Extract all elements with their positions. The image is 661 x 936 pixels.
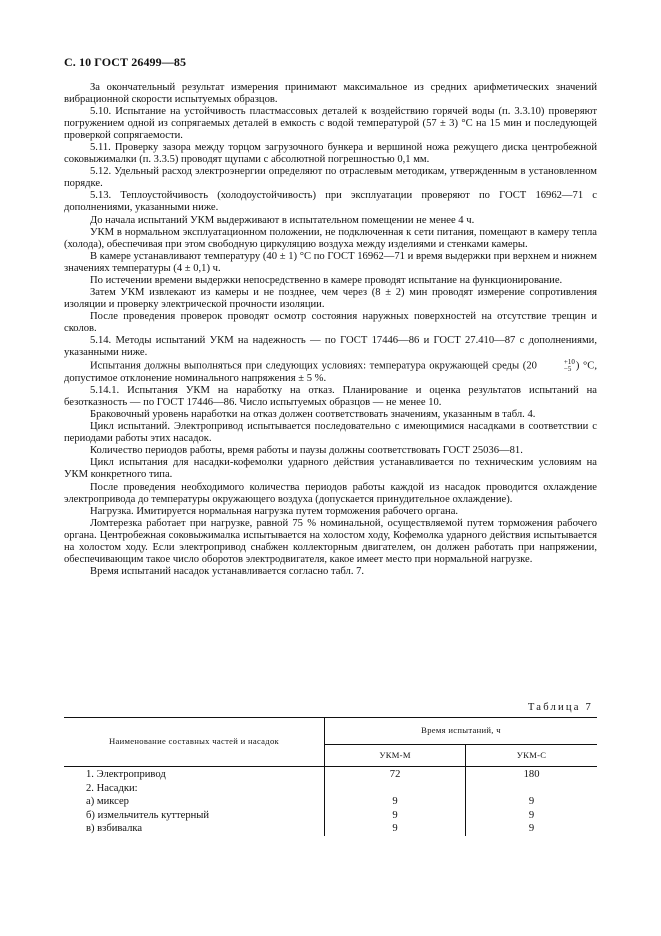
table-row [64, 767, 597, 782]
table-row [64, 822, 597, 836]
paragraph: Затем УКМ извлекают из камеры и не позднее, чем через (8 ± 2) мин проводят измерение сопротивления изоляции и проверку электрической прочности изоляции. [64, 286, 597, 310]
page-header: С. 10 ГОСТ 26499—85 [64, 55, 187, 69]
tolerance-fraction [538, 359, 575, 373]
paragraph: 5.14. Методы испытаний УКМ на надежность — по ГОСТ 17446—86 и ГОСТ 27.410—87 с дополнениями, указанными ниже. [64, 334, 597, 359]
row-value-ukm-s: 9 [528, 823, 535, 834]
row-name: а) миксер [64, 795, 325, 809]
row-value-ukm-s [466, 782, 597, 796]
row-name: б) измельчитель куттерный [64, 809, 325, 823]
paragraph: Нагрузка. Имитируется нормальная нагрузка путем торможения рабочего органа. [90, 505, 459, 517]
paragraph: Время испытаний насадок устанавливается согласно табл. 7. [90, 565, 365, 577]
paragraph: По истечении времени выдержки непосредственно в камере проводят испытание на функционирование. [90, 274, 563, 286]
column-header-ukm-m: УКМ-М [325, 745, 466, 767]
paragraph: За окончательный результат измерения принимают максимальное из средних арифметических значений вибрационной скорости испытуемых образцов. [64, 82, 597, 106]
paragraph: Браковочный уровень наработки на отказ должен соответствовать значениям, указанным в табл. 4. [90, 409, 536, 421]
paragraph: До начала испытаний УКМ выдерживают в испытательном помещении не менее 4 ч. [90, 214, 475, 226]
table-7 [64, 717, 597, 836]
row-value-ukm-m: 9 [325, 809, 466, 823]
table-row [64, 782, 597, 796]
column-header-ukm-s: УКМ-С [466, 745, 597, 767]
row-value-ukm-s: 180 [523, 769, 540, 780]
row-name: 1. Электропривод [64, 767, 325, 782]
paragraph: 5.12. Удельный расход электроэнергии определяют по отраслевым методикам, утвержденным в установленном порядке. [64, 166, 597, 190]
paragraph: Цикл испытания для насадки-кофемолки ударного действия устанавливается по техническим условиям на УКМ конкретного типа. [64, 457, 597, 481]
row-value-ukm-m: 72 [325, 767, 466, 782]
paragraph: 5.13. Теплоустойчивость (холодоустойчивость) при эксплуатации проверяют по ГОСТ 16962—71 с дополнениями, указанными ниже. [64, 190, 597, 214]
temperature-text-start: Испытания должны выполняться при следующих условиях: температура окружающей среды (20 [90, 360, 537, 372]
paragraph: УКМ в нормальном эксплуатационном положении, не подключенная к сети питания, помещают в камеру тепла (холода), обеспечивая при этом свободную циркуляцию воздуха между изделиями и стенками камеры. [64, 226, 597, 250]
paragraph: В камере устанавливают температуру (40 ± 1) °С по ГОСТ 16962—71 и время выдержки при верхнем и нижнем значениях температуры (4 ± 0,1) ч. [64, 250, 597, 274]
row-value-ukm-m: 9 [325, 822, 466, 836]
table-row [64, 809, 597, 823]
paragraph: 5.10. Испытание на устойчивость пластмассовых деталей к воздействию горячей воды (п. 3.3.10) проверяют погружением одной из сопрягаемых деталей в емкость с водой температурой (57 ± 3) °С на 15 мин и последующей проверкой сопрягаемости. [64, 106, 597, 142]
paragraph: После проведения необходимого количества периодов работы каждой из насадок проводится охлаждение электропривода до температуры окружающего воздуха (допускается принудительное охлаждение). [64, 481, 597, 505]
body-text [64, 82, 597, 578]
temperature-text-end: ) °С, допустимое отклонение номинального напряжения ± 5 %. [64, 360, 597, 385]
paragraph: После проведения проверок проводят осмотр состояния наружных поверхностей на отсутствие трещин и сколов. [64, 310, 597, 334]
row-value-ukm-m: 9 [325, 795, 466, 809]
paragraph: Ломтерезка работает при нагрузке, равной 75 % номинальной, осуществляемой путем торможения рабочего органа. Центробежная соковыжималка испытывается на холостом ходу, Кофемолка ударного действия испытывается на холостом ходу. Если электропривод снабжен коллекторным двигателем, он должен работать при напряжении, обеспечивающим такое число оборотов электродвигателя, какое имеет место при нормальной нагрузке. [64, 517, 597, 565]
tolerance-upper: +10 [563, 358, 575, 367]
table-row [64, 795, 597, 809]
column-header-name: Наименование составных частей и насадок [64, 718, 325, 767]
row-value-ukm-s: 9 [528, 796, 535, 807]
column-header-time: Время испытаний, ч [325, 718, 598, 745]
row-name: в) взбивалка [64, 822, 325, 836]
table-caption: Таблица 7 [527, 702, 593, 713]
paragraph-temperature-conditions [64, 359, 597, 385]
row-name: 2. Насадки: [64, 782, 325, 796]
paragraph: Цикл испытаний. Электропривод испытывается последовательно с имеющимися насадками в соответствии с периодами работы этих насадок. [64, 421, 597, 445]
paragraph: Количество периодов работы, время работы и паузы должны соответствовать ГОСТ 25036—81. [90, 445, 523, 457]
row-value-ukm-s: 9 [528, 809, 535, 821]
paragraph: 5.14.1. Испытания УКМ на наработку на отказ. Планирование и оценка результатов испытаний на безотказность — по ГОСТ 17446—86. Число испытуемых образцов — не менее 10. [64, 385, 597, 409]
paragraph: 5.11. Проверку зазора между торцом загрузочного бункера и вершиной ножа режущего диска центробежной соковыжималки (п. 3.3.5) проводят щупами с абсолютной погрешностью 0,1 мм. [64, 142, 597, 166]
row-value-ukm-m [325, 782, 466, 796]
tolerance-lower: −5 [563, 365, 572, 374]
